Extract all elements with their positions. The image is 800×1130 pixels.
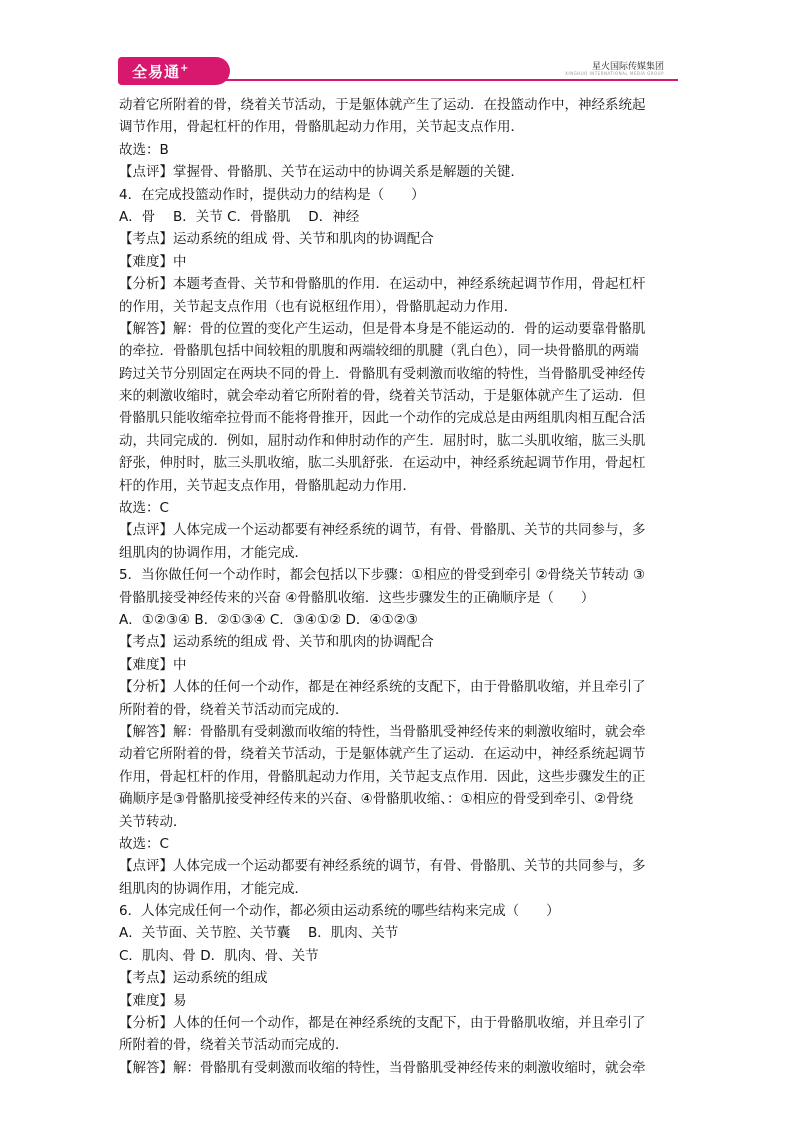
- text-line: 【点评】掌握骨、骨骼肌、关节在运动中的协调关系是解题的关键．: [119, 164, 524, 181]
- text-line: 故选：B: [119, 141, 169, 158]
- text-line: 调节作用，骨起杠杆的作用，骨骼肌起动力作用，关节起支点作用．: [119, 119, 524, 136]
- org-subtitle: XINGHUO INTERNATIONAL MEDIA GROUP: [565, 71, 664, 76]
- document-body: [119, 94, 685, 1079]
- text-line: 故选：C: [119, 500, 169, 517]
- text-line: 的作用，关节起支点作用（也有说枢纽作用），骨骼肌起动力作用．: [119, 298, 518, 315]
- text-line: 【解答】解：骨骼肌有受刺激而收缩的特性，当骨骼肌受神经传来的刺激收缩时，就会牵: [119, 723, 646, 740]
- text-line: 4．在完成投篮动作时，提供动力的结构是（ ）: [119, 186, 425, 203]
- text-line: 5．当你做任何一个动作时，都会包括以下步骤：①相应的骨受到牵引 ②骨绕关节转动 ③: [119, 567, 645, 584]
- text-line: 的牵拉．骨骼肌包括中间较粗的肌腹和两端较细的肌腱（乳白色），同一块骨骼肌的两端: [119, 343, 639, 360]
- text-line: 骨骼肌只能收缩牵拉骨而不能将骨推开，因此一个动作的完成总是由两组肌肉相互配合活: [119, 410, 646, 427]
- text-line: 【难度】易: [119, 992, 187, 1009]
- text-line: 故选：C: [119, 835, 169, 852]
- text-line: A．①②③④ B．②①③④ C．③④①② D．④①②③: [119, 611, 418, 628]
- text-line: 跨过关节分别固定在两块不同的骨上．骨骼肌有受刺激而收缩的特性，当骨骼肌受神经传: [119, 365, 646, 382]
- text-line: 所附着的骨，绕着关节活动而完成的．: [119, 1037, 349, 1054]
- brand-logo: [118, 57, 230, 85]
- text-line: 舒张，伸肘时，肱三头肌收缩，肱二头肌舒张．在运动中，神经系统起调节作用，骨起杠: [119, 455, 646, 472]
- text-line: 所附着的骨，绕着关节活动而完成的．: [119, 701, 349, 718]
- text-line: 杆的作用，关节起支点作用，骨骼肌起动力作用．: [119, 477, 416, 494]
- header-divider: [218, 79, 678, 81]
- text-line: 动着它所附着的骨，绕着关节活动，于是躯体就产生了运动．在运动中，神经系统起调节: [119, 746, 646, 763]
- text-line: 确顺序是③骨骼肌接受神经传来的兴奋、④骨骼肌收缩、：①相应的骨受到牵引、②骨绕: [119, 791, 634, 808]
- text-line: 关节转动．: [119, 813, 187, 830]
- text-line: 动着它所附着的骨，绕着关节活动，于是躯体就产生了运动．在投篮动作中，神经系统起: [119, 97, 646, 113]
- text-line: 【分析】本题考查骨、关节和骨骼肌的作用．在运动中，神经系统起调节作用，骨起杠杆: [119, 276, 646, 293]
- text-line: A．关节面、关节腔、关节囊 B．肌肉、关节: [119, 925, 399, 942]
- text-line: 【难度】中: [119, 656, 187, 673]
- text-line: 【点评】人体完成一个运动都要有神经系统的调节，有骨、骨骼肌、关节的共同参与，多: [119, 858, 646, 875]
- text-line: A．骨 B．关节 C．骨骼肌 D．神经: [119, 208, 360, 225]
- text-line: 骨骼肌接受神经传来的兴奋 ④骨骼肌收缩．这些步骤发生的正确顺序是（ ）: [119, 589, 595, 606]
- text-line: 【点评】人体完成一个运动都要有神经系统的调节，有骨、骨骼肌、关节的共同参与，多: [119, 522, 646, 539]
- text-line: 【解答】解：骨骼肌有受刺激而收缩的特性，当骨骼肌受神经传来的刺激收缩时，就会牵: [119, 1059, 646, 1076]
- text-line: 组肌肉的协调作用，才能完成．: [119, 544, 308, 561]
- text-line: 【分析】人体的任何一个动作，都是在神经系统的支配下，由于骨骼肌收缩，并且牵引了: [119, 1015, 646, 1032]
- text-line: 【难度】中: [119, 253, 187, 270]
- text-line: 【考点】运动系统的组成 骨、关节和肌肉的协调配合: [119, 634, 434, 651]
- org-name: 星火国际传媒集团: [591, 62, 664, 72]
- brand-logo-text: 全易通+: [132, 63, 190, 81]
- text-line: C．肌肉、骨 D．肌肉、骨、关节: [119, 947, 319, 964]
- text-line: 组肌肉的协调作用，才能完成．: [119, 880, 308, 897]
- text-line: 6．人体完成任何一个动作，都必须由运动系统的哪些结构来完成（ ）: [119, 903, 560, 920]
- text-line: 【分析】人体的任何一个动作，都是在神经系统的支配下，由于骨骼肌收缩，并且牵引了: [119, 679, 646, 696]
- text-line: 【解答】解：骨的位置的变化产生运动，但是骨本身是不能运动的．骨的运动要靠骨骼肌: [119, 320, 646, 337]
- text-line: 来的刺激收缩时，就会牵动着它所附着的骨，绕着关节活动，于是躯体就产生了运动．但: [119, 388, 646, 405]
- page-header: [118, 55, 678, 89]
- text-line: 作用，骨起杠杆的作用，骨骼肌起动力作用，关节起支点作用．因此，这些步骤发生的正: [119, 768, 646, 785]
- text-line: 【考点】运动系统的组成: [119, 970, 268, 987]
- text-line: 动，共同完成的．例如，屈肘动作和伸肘动作的产生．屈肘时，肱二头肌收缩，肱三头肌: [119, 432, 646, 449]
- text-line: 【考点】运动系统的组成 骨、关节和肌肉的协调配合: [119, 231, 434, 248]
